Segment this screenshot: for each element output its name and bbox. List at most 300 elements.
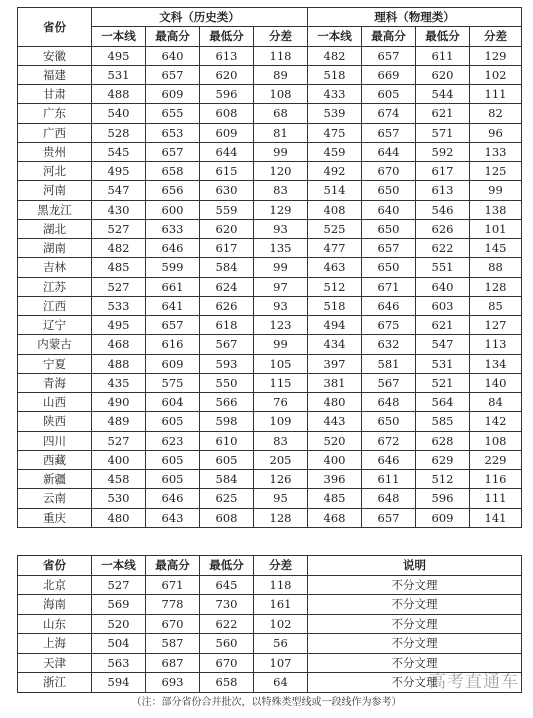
score-cell: 64	[254, 673, 308, 693]
score-cell: 525	[308, 219, 362, 238]
score-cell: 657	[362, 508, 416, 527]
score-cell: 381	[308, 373, 362, 392]
score-cell: 490	[92, 393, 146, 412]
score-cell: 618	[200, 316, 254, 335]
score-cell: 512	[416, 470, 470, 489]
table-row	[18, 239, 522, 258]
remark-cell: 不分文理	[308, 575, 522, 595]
score-cell: 615	[200, 162, 254, 181]
province-cell: 西藏	[18, 450, 92, 469]
score-cell: 657	[362, 123, 416, 142]
score-cell: 56	[254, 634, 308, 654]
score-cell: 563	[92, 653, 146, 673]
score-cell: 587	[146, 634, 200, 654]
score-cell: 598	[200, 412, 254, 431]
province-cell: 浙江	[18, 673, 92, 693]
score-cell: 81	[254, 123, 308, 142]
score-cell: 127	[470, 316, 522, 335]
score-cell: 641	[146, 296, 200, 315]
column-header: 最高分	[362, 27, 416, 46]
score-cell: 83	[254, 431, 308, 450]
column-header: 一本线	[92, 556, 146, 576]
table-row	[18, 296, 522, 315]
score-cell: 670	[362, 162, 416, 181]
province-cell: 宁夏	[18, 354, 92, 373]
table-row	[18, 142, 522, 161]
score-cell: 533	[92, 296, 146, 315]
score-cell: 644	[362, 142, 416, 161]
score-cell: 672	[362, 431, 416, 450]
score-cell: 468	[308, 508, 362, 527]
score-cell: 604	[146, 393, 200, 412]
province-cell: 江西	[18, 296, 92, 315]
score-cell: 628	[416, 431, 470, 450]
score-cell: 620	[416, 65, 470, 84]
score-cell: 459	[308, 142, 362, 161]
score-cell: 489	[92, 412, 146, 431]
score-cell: 616	[146, 335, 200, 354]
score-cell: 518	[308, 65, 362, 84]
score-cell: 669	[362, 65, 416, 84]
remark-cell: 不分文理	[308, 653, 522, 673]
score-cell: 655	[146, 104, 200, 123]
score-cell: 646	[362, 296, 416, 315]
table-row	[18, 258, 522, 277]
score-cell: 646	[362, 450, 416, 469]
score-cell: 605	[200, 450, 254, 469]
table-row	[18, 104, 522, 123]
score-cell: 567	[200, 335, 254, 354]
score-cell: 107	[254, 653, 308, 673]
score-cell: 477	[308, 239, 362, 258]
score-cell: 430	[92, 200, 146, 219]
score-cell: 657	[146, 316, 200, 335]
score-cell: 640	[362, 200, 416, 219]
score-cell: 650	[362, 219, 416, 238]
score-cell: 115	[254, 373, 308, 392]
province-cell: 四川	[18, 431, 92, 450]
score-cell: 544	[416, 85, 470, 104]
score-cell: 531	[416, 354, 470, 373]
score-cell: 650	[362, 258, 416, 277]
table-row	[18, 470, 522, 489]
score-cell: 605	[362, 85, 416, 104]
score-cell: 630	[200, 181, 254, 200]
table-row	[18, 373, 522, 392]
province-cell: 福建	[18, 65, 92, 84]
score-cell: 76	[254, 393, 308, 412]
score-cell: 592	[416, 142, 470, 161]
score-cell: 129	[254, 200, 308, 219]
score-cell: 611	[362, 470, 416, 489]
score-cell: 778	[146, 595, 200, 615]
score-cell: 646	[146, 489, 200, 508]
score-cell: 657	[362, 239, 416, 258]
column-header: 最低分	[200, 27, 254, 46]
score-cell: 540	[92, 104, 146, 123]
score-cell: 624	[200, 277, 254, 296]
score-cell: 485	[308, 489, 362, 508]
province-header: 省份	[18, 8, 92, 47]
score-cell: 625	[200, 489, 254, 508]
score-cell: 89	[254, 65, 308, 84]
score-cell: 495	[92, 316, 146, 335]
score-cell: 643	[146, 508, 200, 527]
score-cell: 433	[308, 85, 362, 104]
score-cell: 95	[254, 489, 308, 508]
score-cell: 68	[254, 104, 308, 123]
column-header: 最低分	[200, 556, 254, 576]
table-row	[18, 508, 522, 527]
score-cell: 648	[362, 393, 416, 412]
score-cell: 648	[362, 489, 416, 508]
province-cell: 江苏	[18, 277, 92, 296]
score-cell: 408	[308, 200, 362, 219]
table-row	[18, 200, 522, 219]
score-cell: 97	[254, 277, 308, 296]
remark-cell: 不分文理	[308, 595, 522, 615]
score-cell: 633	[146, 219, 200, 238]
score-cell: 93	[254, 296, 308, 315]
score-cell: 111	[470, 85, 522, 104]
score-cell: 609	[146, 354, 200, 373]
score-cell: 520	[92, 614, 146, 634]
score-cell: 514	[308, 181, 362, 200]
table-row	[18, 595, 522, 615]
province-cell: 吉林	[18, 258, 92, 277]
score-cell: 141	[470, 508, 522, 527]
score-cell: 84	[470, 393, 522, 412]
score-cell: 569	[92, 595, 146, 615]
table-row	[18, 181, 522, 200]
table-row	[18, 450, 522, 469]
score-cell: 475	[308, 123, 362, 142]
column-header: 分差	[470, 27, 522, 46]
score-cell: 687	[146, 653, 200, 673]
score-cell: 512	[308, 277, 362, 296]
column-header: 一本线	[308, 27, 362, 46]
score-cell: 125	[470, 162, 522, 181]
score-cell: 644	[200, 142, 254, 161]
score-cell: 116	[470, 470, 522, 489]
score-cell: 492	[308, 162, 362, 181]
score-cell: 99	[254, 258, 308, 277]
score-cell: 545	[92, 142, 146, 161]
table-row	[18, 393, 522, 412]
score-cell: 82	[470, 104, 522, 123]
score-cell: 593	[200, 354, 254, 373]
score-cell: 613	[416, 181, 470, 200]
score-cell: 113	[470, 335, 522, 354]
score-cell: 661	[146, 277, 200, 296]
score-cell: 480	[308, 393, 362, 412]
table-row	[18, 614, 522, 634]
table-row	[18, 335, 522, 354]
score-cell: 546	[416, 200, 470, 219]
score-cell: 488	[92, 85, 146, 104]
score-cell: 135	[254, 239, 308, 258]
score-cell: 600	[146, 200, 200, 219]
score-cell: 594	[92, 673, 146, 693]
score-cell: 88	[470, 258, 522, 277]
score-cell: 674	[362, 104, 416, 123]
score-cell: 596	[200, 85, 254, 104]
footnote: （注：部分省份合并批次，以特殊类型线或一段线作为参考）	[131, 697, 402, 708]
table-row	[18, 489, 522, 508]
score-cell: 102	[470, 65, 522, 84]
score-cell: 620	[200, 219, 254, 238]
province-cell: 陕西	[18, 412, 92, 431]
score-cell: 550	[200, 373, 254, 392]
province-cell: 海南	[18, 595, 92, 615]
table-row	[18, 65, 522, 84]
score-cell: 528	[92, 123, 146, 142]
score-cell: 671	[146, 575, 200, 595]
province-cell: 天津	[18, 653, 92, 673]
score-cell: 99	[470, 181, 522, 200]
score-cell: 468	[92, 335, 146, 354]
score-cell: 85	[470, 296, 522, 315]
score-cell: 670	[146, 614, 200, 634]
score-cell: 622	[200, 614, 254, 634]
score-cell: 609	[200, 123, 254, 142]
score-cell: 138	[470, 200, 522, 219]
score-cell: 488	[92, 354, 146, 373]
province-cell: 北京	[18, 575, 92, 595]
table-row	[18, 575, 522, 595]
score-cell: 581	[362, 354, 416, 373]
score-cell: 547	[92, 181, 146, 200]
score-cell: 229	[470, 450, 522, 469]
score-cell: 140	[470, 373, 522, 392]
province-cell: 山西	[18, 393, 92, 412]
province-cell: 广西	[18, 123, 92, 142]
score-cell: 111	[470, 489, 522, 508]
score-cell: 623	[146, 431, 200, 450]
score-cell: 205	[254, 450, 308, 469]
score-cell: 693	[146, 673, 200, 693]
score-cell: 494	[308, 316, 362, 335]
score-cell: 730	[200, 595, 254, 615]
score-table-by-track	[17, 7, 522, 528]
province-cell: 青海	[18, 373, 92, 392]
column-header: 最高分	[146, 27, 200, 46]
score-cell: 530	[92, 489, 146, 508]
score-cell: 551	[416, 258, 470, 277]
arts-group-header: 文科（历史类）	[92, 8, 308, 27]
score-cell: 482	[92, 239, 146, 258]
score-cell: 482	[308, 46, 362, 65]
province-cell: 内蒙古	[18, 335, 92, 354]
remark-cell: 不分文理	[308, 614, 522, 634]
score-cell: 650	[362, 181, 416, 200]
table-row	[18, 316, 522, 335]
score-cell: 397	[308, 354, 362, 373]
score-cell: 83	[254, 181, 308, 200]
score-cell: 109	[254, 412, 308, 431]
province-cell: 湖北	[18, 219, 92, 238]
score-cell: 584	[200, 470, 254, 489]
score-cell: 463	[308, 258, 362, 277]
score-cell: 671	[362, 277, 416, 296]
score-cell: 656	[146, 181, 200, 200]
province-cell: 云南	[18, 489, 92, 508]
watermark: 高考直通车	[429, 672, 519, 692]
score-cell: 626	[200, 296, 254, 315]
score-cell: 99	[254, 335, 308, 354]
score-cell: 657	[146, 142, 200, 161]
score-cell: 434	[308, 335, 362, 354]
score-cell: 621	[416, 104, 470, 123]
score-cell: 608	[200, 508, 254, 527]
column-header: 分差	[254, 556, 308, 576]
score-cell: 485	[92, 258, 146, 277]
score-cell: 675	[362, 316, 416, 335]
score-cell: 640	[146, 46, 200, 65]
score-cell: 605	[146, 450, 200, 469]
score-cell: 120	[254, 162, 308, 181]
score-cell: 670	[200, 653, 254, 673]
score-cell: 596	[416, 489, 470, 508]
score-cell: 118	[254, 46, 308, 65]
score-cell: 605	[146, 412, 200, 431]
score-cell: 101	[470, 219, 522, 238]
table-row	[18, 431, 522, 450]
score-cell: 480	[92, 508, 146, 527]
score-cell: 123	[254, 316, 308, 335]
score-cell: 443	[308, 412, 362, 431]
score-cell: 629	[416, 450, 470, 469]
score-cell: 99	[254, 142, 308, 161]
province-cell: 河北	[18, 162, 92, 181]
score-cell: 657	[362, 46, 416, 65]
score-cell: 609	[146, 85, 200, 104]
score-cell: 396	[308, 470, 362, 489]
province-cell: 河南	[18, 181, 92, 200]
score-cell: 102	[254, 614, 308, 634]
score-cell: 108	[470, 431, 522, 450]
column-header: 省份	[18, 556, 92, 576]
table-row	[18, 162, 522, 181]
province-cell: 山东	[18, 614, 92, 634]
score-cell: 599	[146, 258, 200, 277]
score-cell: 621	[416, 316, 470, 335]
column-header: 一本线	[92, 27, 146, 46]
score-cell: 495	[92, 46, 146, 65]
province-cell: 湖南	[18, 239, 92, 258]
score-cell: 617	[200, 239, 254, 258]
score-cell: 145	[470, 239, 522, 258]
score-cell: 96	[470, 123, 522, 142]
score-cell: 584	[200, 258, 254, 277]
table-row	[18, 46, 522, 65]
score-cell: 657	[146, 65, 200, 84]
score-cell: 495	[92, 162, 146, 181]
score-cell: 527	[92, 277, 146, 296]
table-row	[18, 277, 522, 296]
score-cell: 128	[470, 277, 522, 296]
score-cell: 118	[254, 575, 308, 595]
score-cell: 527	[92, 431, 146, 450]
science-group-header: 理科（物理类）	[308, 8, 522, 27]
score-cell: 539	[308, 104, 362, 123]
score-cell: 133	[470, 142, 522, 161]
table-row	[18, 219, 522, 238]
score-cell: 609	[416, 508, 470, 527]
score-cell: 559	[200, 200, 254, 219]
province-cell: 广东	[18, 104, 92, 123]
score-cell: 93	[254, 219, 308, 238]
score-cell: 658	[146, 162, 200, 181]
column-header: 分差	[254, 27, 308, 46]
remark-cell: 不分文理	[308, 634, 522, 654]
score-cell: 527	[92, 219, 146, 238]
score-cell: 531	[92, 65, 146, 84]
score-cell: 617	[416, 162, 470, 181]
score-cell: 108	[254, 85, 308, 104]
score-cell: 564	[416, 393, 470, 412]
column-header: 说明	[308, 556, 522, 576]
score-cell: 105	[254, 354, 308, 373]
province-cell: 安徽	[18, 46, 92, 65]
score-cell: 560	[200, 634, 254, 654]
province-cell: 重庆	[18, 508, 92, 527]
score-cell: 585	[416, 412, 470, 431]
score-cell: 646	[146, 239, 200, 258]
score-cell: 626	[416, 219, 470, 238]
score-cell: 620	[200, 65, 254, 84]
remark-cell: 不分文理	[308, 673, 522, 693]
column-header: 最高分	[146, 556, 200, 576]
score-cell: 571	[416, 123, 470, 142]
score-cell: 521	[416, 373, 470, 392]
score-cell: 610	[200, 431, 254, 450]
table-row	[18, 634, 522, 654]
score-cell: 161	[254, 595, 308, 615]
score-cell: 658	[200, 673, 254, 693]
province-cell: 黑龙江	[18, 200, 92, 219]
score-cell: 458	[92, 470, 146, 489]
table-row	[18, 412, 522, 431]
score-cell: 520	[308, 431, 362, 450]
score-cell: 547	[416, 335, 470, 354]
score-cell: 640	[416, 277, 470, 296]
score-cell: 653	[146, 123, 200, 142]
score-cell: 645	[200, 575, 254, 595]
score-cell: 527	[92, 575, 146, 595]
score-cell: 128	[254, 508, 308, 527]
score-cell: 400	[92, 450, 146, 469]
table-row	[18, 85, 522, 104]
province-cell: 新疆	[18, 470, 92, 489]
score-cell: 129	[470, 46, 522, 65]
province-cell: 甘肃	[18, 85, 92, 104]
score-cell: 632	[362, 335, 416, 354]
score-cell: 142	[470, 412, 522, 431]
table-row	[18, 123, 522, 142]
score-cell: 504	[92, 634, 146, 654]
score-cell: 603	[416, 296, 470, 315]
score-cell: 650	[362, 412, 416, 431]
score-cell: 622	[416, 239, 470, 258]
score-cell: 126	[254, 470, 308, 489]
score-cell: 611	[416, 46, 470, 65]
score-cell: 518	[308, 296, 362, 315]
score-cell: 435	[92, 373, 146, 392]
province-cell: 上海	[18, 634, 92, 654]
score-cell: 605	[146, 470, 200, 489]
score-cell: 400	[308, 450, 362, 469]
